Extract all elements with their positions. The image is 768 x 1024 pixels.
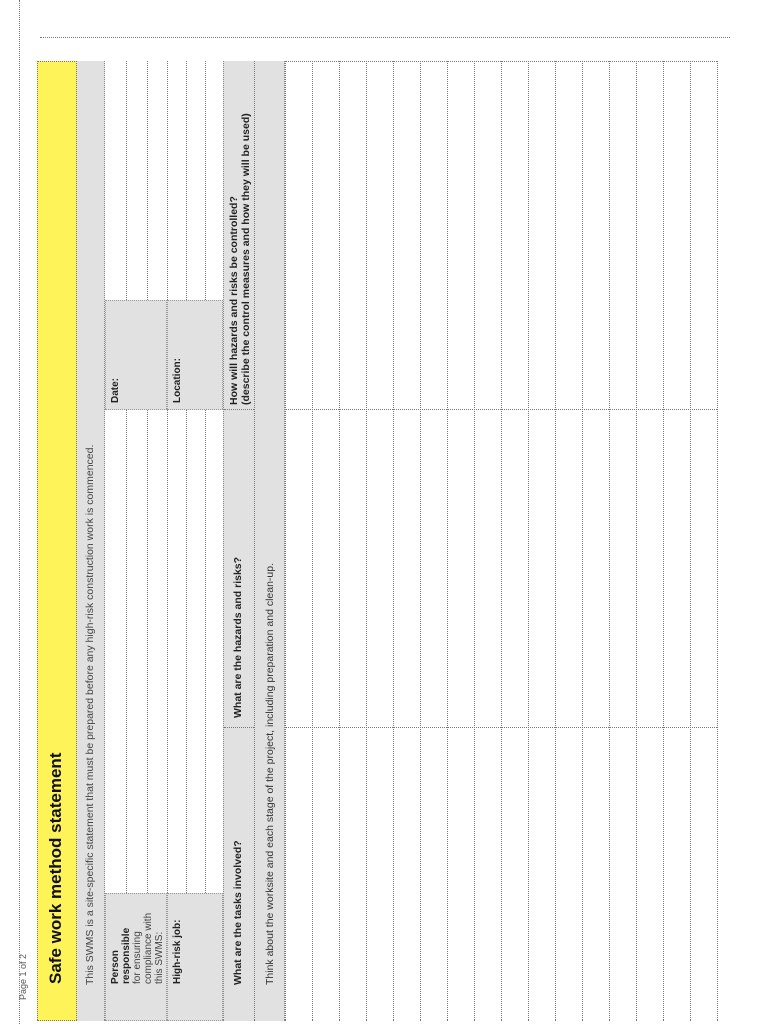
person-responsible-sub-1: for ensuring — [132, 931, 143, 984]
controls-header-1: How will hazards and risks be controlled? — [228, 196, 240, 405]
header-divider-2 — [224, 409, 254, 410]
header-divider-1 — [224, 727, 254, 728]
intro-text: This SWMS is a site-specific statement that must be prepared before any high-risk construction work is commenced. — [84, 444, 96, 985]
person-responsible-label: Person responsible — [110, 927, 132, 984]
intro-bar — [77, 61, 105, 1021]
location-label: Location: — [172, 358, 183, 403]
person-responsible-label-box — [105, 893, 167, 1021]
column-header-strip — [223, 61, 285, 1021]
controls-header-2: (describe the control measures and how they will be used) — [240, 113, 252, 405]
high-risk-job-label: High-risk job: — [172, 919, 183, 984]
date-label: Date: — [110, 377, 121, 403]
high-risk-job-field[interactable] — [167, 410, 223, 893]
task-entry-grid[interactable] — [285, 61, 718, 1021]
tasks-header: What are the tasks involved? — [232, 840, 244, 985]
title-bar — [37, 61, 77, 1021]
location-field[interactable] — [167, 61, 223, 300]
grid-divider-2 — [285, 409, 717, 410]
person-responsible-field[interactable] — [105, 410, 167, 893]
hazards-header: What are the hazards and risks? — [232, 556, 244, 718]
form-title: Safe work method statement — [46, 752, 65, 984]
high-risk-job-label-box — [167, 893, 223, 1021]
date-label-box — [105, 300, 167, 410]
swms-form — [37, 61, 718, 1021]
person-responsible-sub-3: this SWMS: — [154, 931, 165, 984]
date-field[interactable] — [105, 61, 167, 300]
think-instruction: Think about the worksite and each stage of the project, including preparation and clean-up. — [264, 562, 276, 985]
person-responsible-sub-2: compliance with — [143, 912, 154, 984]
top-margin-rule — [40, 37, 730, 38]
header-inner-rule — [254, 61, 255, 1021]
grid-divider-1 — [285, 727, 717, 728]
page-number: Page 1 of 2 — [18, 953, 28, 1000]
grid-right-edge — [285, 61, 717, 62]
location-label-box — [167, 300, 223, 410]
left-margin-rule — [19, 0, 20, 1024]
